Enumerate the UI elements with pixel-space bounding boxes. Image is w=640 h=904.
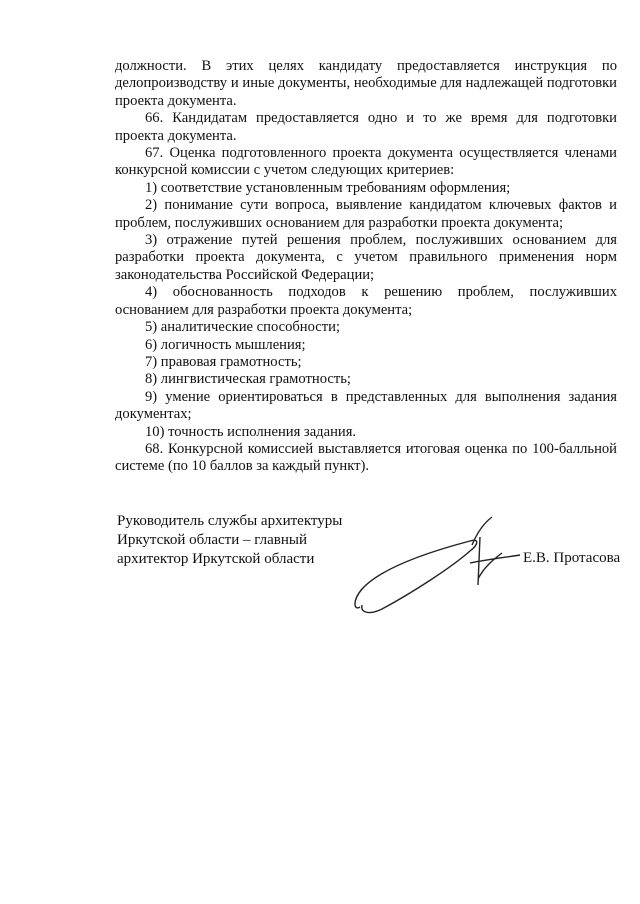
paragraph-continuation: должности. В этих целях кандидату предоставляется инструкция по делопроизводству и иные документы, необходимые для надлежащей подготовки проекта документа.: [115, 58, 617, 109]
paragraph-66: 66. Кандидатам предоставляется одно и то же время для подготовки проекта документа.: [115, 110, 617, 144]
criterion-3: 3) отражение путей решения проблем, послуживших основанием для разработки проекта документа, с учетом правильного применения норм законодательства Российской Федерации;: [115, 232, 617, 283]
handwritten-signature: [352, 515, 522, 615]
signatory-name: Е.В. Протасова: [523, 550, 621, 566]
criterion-1: 1) соответствие установленным требованиям оформления;: [145, 179, 511, 196]
criterion-7: 7) правовая грамотность;: [145, 353, 302, 370]
signatory-title-line-3: архитектор Иркутской области: [117, 551, 315, 567]
signatory-title-line-2: Иркутской области – главный: [117, 532, 307, 548]
paragraph-67: 67. Оценка подготовленного проекта документа осуществляется членами конкурсной комиссии с учетом следующих критериев:: [115, 145, 617, 179]
criterion-9: 9) умение ориентироваться в представленных для выполнения задания документах;: [115, 388, 617, 423]
signatory-title-line-1: Руководитель службы архитектуры: [117, 513, 343, 529]
signatory-title: [117, 512, 342, 569]
criterion-4: 4) обоснованность подходов к решению проблем, послуживших основанием для разработки проекта документа;: [115, 284, 617, 318]
criterion-8: 8) лингвистическая грамотность;: [145, 371, 351, 388]
criterion-5: 5) аналитические способности;: [145, 319, 340, 336]
criterion-2: 2) понимание сути вопроса, выявление кандидатом ключевых фактов и проблем, послуживших основанием для разработки проекта документа;: [115, 197, 617, 231]
criterion-10: 10) точность исполнения задания.: [145, 423, 357, 440]
document-body: [115, 58, 617, 476]
paragraph-68: 68. Конкурсной комиссией выставляется итоговая оценка по 100-балльной системе (по 10 баллов за каждый пункт).: [115, 440, 617, 475]
criterion-6: 6) логичность мышления;: [145, 336, 306, 353]
